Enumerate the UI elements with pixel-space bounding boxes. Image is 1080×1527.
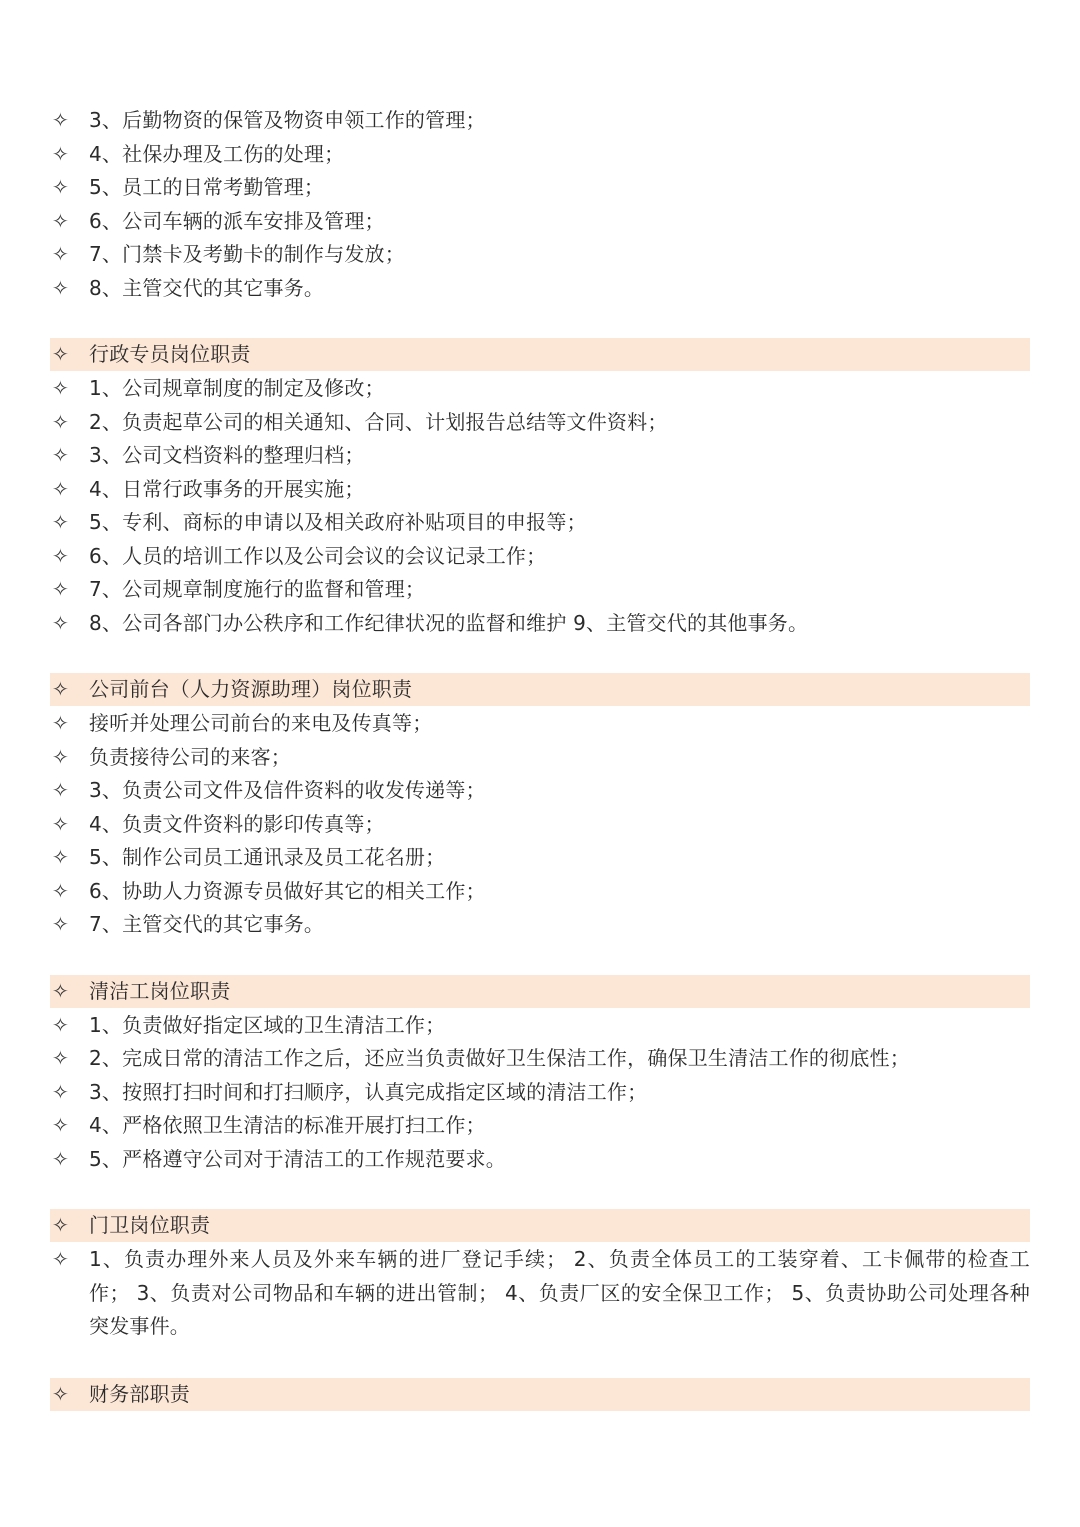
list-item [50,272,1030,306]
list-item-text: 6、公司车辆的派车安排及管理； [89,208,385,233]
list-item [50,774,1030,808]
sparkle-bullet-icon: ✧ [52,409,69,434]
section-admin-specialist [50,338,1030,640]
list-item [50,439,1030,473]
list-item-text: 5、制作公司员工通讯录及员工花名册； [89,845,446,869]
list-item-text: 7、门禁卡及考勤卡的制作与发放； [89,242,405,266]
list-item-text: 4、严格依照卫生清洁的标准开展打扫工作； [89,1113,486,1137]
list-item-text: 4、负责文件资料的影印传真等； [89,811,385,836]
list-item [50,171,1030,205]
list-item [50,573,1030,607]
list-item [50,875,1030,909]
section-heading [50,673,1030,706]
sparkle-bullet-icon: ✧ [52,242,69,266]
sparkle-bullet-icon: ✧ [52,376,69,400]
section-finance [50,1378,1030,1411]
sparkle-bullet-icon: ✧ [52,1381,69,1406]
list-item [50,473,1030,507]
list-item-text: 1、负责办理外来人员及外来车辆的进厂登记手续； 2、负责全体员工的工装穿着、工卡佩带的检查工作； 3、负责对公司物品和车辆的进出管制； 4、负责厂区的安全保卫工作； 5、负责协助公司处理各种突发事件。 [89,1247,1030,1338]
list-item [50,104,1030,138]
sparkle-bullet-icon: ✧ [52,577,69,601]
list-item [50,1243,1030,1344]
sparkle-bullet-icon: ✧ [52,275,69,300]
list-item-text: 5、严格遵守公司对于清洁工的工作规范要求。 [89,1146,506,1171]
list-item-text: 接听并处理公司前台的来电及传真等； [89,711,433,735]
list-item-text: 2、完成日常的清洁工作之后，还应当负责做好卫生保洁工作，确保卫生清洁工作的彻底性； [89,1046,910,1070]
sparkle-bullet-icon: ✧ [52,878,69,903]
list-item-text: 5、员工的日常考勤管理； [89,175,325,199]
list-item [50,540,1030,574]
list-item-text: 1、负责做好指定区域的卫生清洁工作； [89,1012,446,1037]
sparkle-bullet-icon: ✧ [52,1079,69,1104]
section-spacer [50,1344,1030,1378]
sparkle-bullet-icon: ✧ [52,141,69,166]
list-item-text: 8、主管交代的其它事务。 [89,275,325,300]
section-front-desk [50,673,1030,942]
list-item [50,808,1030,842]
sparkle-bullet-icon: ✧ [52,342,69,366]
list-item [50,1109,1030,1143]
list-item [50,406,1030,440]
section-heading [50,975,1030,1008]
sparkle-bullet-icon: ✧ [52,1247,69,1271]
section-heading [50,1378,1030,1411]
sparkle-bullet-icon: ✧ [52,1213,69,1237]
list-item [50,841,1030,875]
sparkle-bullet-icon: ✧ [52,778,69,802]
section-title: 门卫岗位职责 [89,1213,211,1237]
list-item [50,1076,1030,1110]
list-item-text: 6、协助人力资源专员做好其它的相关工作； [89,878,486,903]
section-title: 清洁工岗位职责 [89,978,231,1003]
list-item-text: 4、日常行政事务的开展实施； [89,476,365,501]
sparkle-bullet-icon: ✧ [52,175,69,199]
section-title: 财务部职责 [89,1381,190,1406]
section-spacer [50,305,1030,338]
sparkle-bullet-icon: ✧ [52,1113,69,1137]
sparkle-bullet-icon: ✧ [52,912,69,936]
sparkle-bullet-icon: ✧ [52,108,69,132]
sparkle-bullet-icon: ✧ [52,811,69,836]
document-page [50,104,1030,1412]
list-item-text: 2、负责起草公司的相关通知、合同、计划报告总结等文件资料； [89,409,668,434]
section-spacer [50,1176,1030,1209]
list-item [50,506,1030,540]
top-list [50,104,1030,305]
list-item [50,908,1030,942]
section-title: 行政专员岗位职责 [89,342,251,366]
list-item-text: 6、人员的培训工作以及公司会议的会议记录工作； [89,543,547,568]
sparkle-bullet-icon: ✧ [52,744,69,769]
list-item-text: 7、公司规章制度施行的监督和管理； [89,577,426,601]
sparkle-bullet-icon: ✧ [52,978,69,1003]
list-item-text: 1、公司规章制度的制定及修改； [89,376,385,400]
list-item [50,1042,1030,1076]
section-heading [50,1209,1030,1242]
section-guard [50,1209,1030,1344]
list-item-text: 8、公司各部门办公秩序和工作纪律状况的监督和维护 9、主管交代的其他事务。 [89,610,809,635]
sparkle-bullet-icon: ✧ [52,476,69,501]
list-item [50,238,1030,272]
section-cleaner [50,975,1030,1177]
sparkle-bullet-icon: ✧ [52,711,69,735]
list-item [50,1143,1030,1177]
sparkle-bullet-icon: ✧ [52,1146,69,1171]
sparkle-bullet-icon: ✧ [52,845,69,869]
list-item [50,372,1030,406]
list-item [50,707,1030,741]
list-item-text: 3、后勤物资的保管及物资申领工作的管理； [89,108,486,132]
sparkle-bullet-icon: ✧ [52,1012,69,1037]
sparkle-bullet-icon: ✧ [52,208,69,233]
section-spacer [50,640,1030,673]
list-item [50,138,1030,172]
section-title: 公司前台（人力资源助理）岗位职责 [89,677,413,701]
list-item-text: 3、按照打扫时间和打扫顺序，认真完成指定区域的清洁工作； [89,1079,648,1104]
list-item-text: 负责接待公司的来客； [89,744,291,769]
list-item-text: 5、专利、商标的申请以及相关政府补贴项目的申报等； [89,510,587,534]
sparkle-bullet-icon: ✧ [52,510,69,534]
list-item [50,741,1030,775]
sparkle-bullet-icon: ✧ [52,610,69,635]
list-item [50,607,1030,641]
section-spacer [50,942,1030,975]
list-item-text: 4、社保办理及工伤的处理； [89,141,345,166]
list-item [50,1009,1030,1043]
list-item-text: 3、负责公司文件及信件资料的收发传递等； [89,778,486,802]
list-item-text: 3、公司文档资料的整理归档； [89,443,365,467]
sparkle-bullet-icon: ✧ [52,1046,69,1070]
section-heading [50,338,1030,371]
list-item [50,205,1030,239]
sparkle-bullet-icon: ✧ [52,443,69,467]
list-item-text: 7、主管交代的其它事务。 [89,912,325,936]
sparkle-bullet-icon: ✧ [52,677,69,701]
sparkle-bullet-icon: ✧ [52,543,69,568]
